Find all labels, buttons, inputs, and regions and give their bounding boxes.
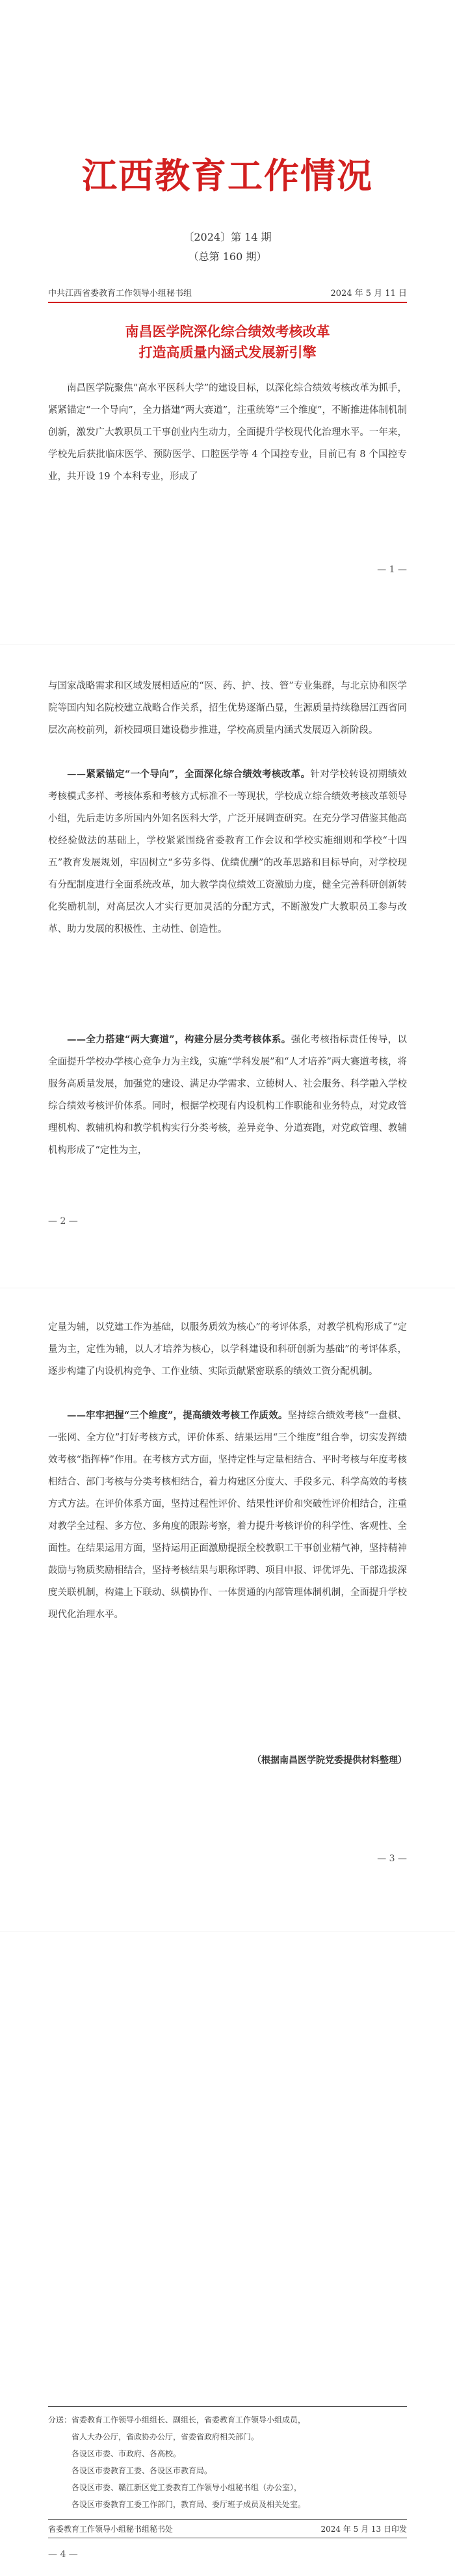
section-2-continued-text: 定量为辅，以党建工作为基础，以服务质效为核心”的考评体系，对教学机构形成了“定量为主，定性为辅，以人才培养为核心，以学科建设和科研创新为基础”的考评体系，逐步构建了内设机构竞争、工作业绩、实际贡献紧密联系的绩效工资分配机制。 [48, 1322, 407, 1377]
page-number-4: — 4 — [48, 2549, 78, 2560]
page-2 [0, 644, 455, 1288]
section-2 [48, 1029, 407, 1162]
paragraph-intro-continued [48, 675, 407, 741]
distribution-line-3: 各设区市委、市政府、各高校。 [72, 2449, 181, 2458]
section-3-body: 坚持综合绩效考核“一盘棋、一张网、全方位”打好考核方式，评价体系、结果运用“三个维度”组合拳，切实发挥绩效考核“指挥棒”作用。在考核方式方面，坚持定性与定量相结合、平时考核与年度考核相结合、部门考核与分类考核相结合，着力构建区分度大、手段多元、科学高效的考核方式方法。在评价体系方面，坚持过程性评价、结果性评价和突破性评价相结合，注重对教学全过程、多方位、多角度的跟踪考察，着力提升考核评价的科学性、客观性、全面性。在结果运用方面，坚持运用正面激励提振全校教职工干事创业精气神，坚持精神鼓励与物质奖励相结合，坚持考核结果与职称评聘、项目申报、评优评先、干部选拔深度关联机制，构建上下联动、纵横协作、一体贯通的内部管理体制机制，全面提升学校现代化治理水平。 [48, 1411, 407, 1620]
distribution-line-5: 各设区市委、赣江新区党工委教育工作领导小组秘书组（办公室）， [72, 2483, 302, 2492]
page-number-1: — 1 — [377, 564, 407, 575]
publisher: 中共江西省委教育工作领导小组秘书组 [48, 289, 192, 299]
distribution-line-4: 各设区市委教育工委、各设区市教育局。 [72, 2466, 213, 2475]
distribution-line-6: 各设区市委教育工委工作部门，教育局、委厅班子成员及相关处室。 [72, 2500, 306, 2509]
issue-number: 〔2024〕第 14 期 [183, 231, 272, 243]
section-3 [48, 1405, 407, 1626]
paragraph-intro-continued-text: 与国家战略需求和区域发展相适应的“医、药、护、技、管”专业集群，与北京协和医学院等国内知名院校建立战略合作关系，招生优势逐渐凸显，生源质量持续稳居江西省同层次高校前列，新校园项目建设稳步推进，学校高质量内涵式发展迈入新阶段。 [48, 681, 407, 736]
masthead: 江西教育工作情况 [82, 155, 373, 196]
page-number-3: — 3 — [377, 1853, 407, 1864]
section-2-heading: ——全力搭建“两大赛道”，构建分层分类考核体系。 [67, 1034, 291, 1045]
distribution-line-1: 分送：省委教育工作领导小组组长、副组长，省委教育工作领导小组成员， [48, 2415, 306, 2424]
paragraph-intro [48, 377, 407, 488]
article-title-line2: 打造高质量内涵式发展新引擎 [138, 344, 317, 360]
section-1-body: 针对学校转设初期绩效考核模式多样、考核体系和考核方式标准不一等现状，学校成立综合绩效考核改革领导小组，先后走访多所国内外知名医科大学，广泛开展调查研究。在充分学习借鉴其他高校经验做法的基础上，学校紧紧围绕省委教育工作会议和学校实施细则和学校“十四五”教育发展规划，牢固树立“多劳多得、优绩优酬”的改革思路和目标导向，对学校现有分配制度进行全面系统改革，加大教学岗位绩效工资激励力度，健全完善科研创新转化奖励机制，对高层次人才实行更加灵活的分配方式，不断激发广大教职员工参与改革、助力发展的积极性、主动性、创造性。 [48, 769, 407, 935]
section-3-heading: ——牢牢把握“三个维度”，提高绩效考核工作质效。 [67, 1410, 288, 1421]
distribution-top-rule [48, 2406, 407, 2407]
footer-print-date: 2024 年 5 月 13 日印发 [320, 2525, 407, 2534]
page-1 [0, 0, 455, 644]
section-1 [48, 764, 407, 940]
section-1-heading: ——紧紧锚定“一个导向”，全面深化综合绩效考核改革。 [67, 769, 311, 780]
header-rule [48, 302, 407, 303]
page-3 [0, 1288, 455, 1932]
distribution-list [48, 2411, 407, 2513]
section-2-continued [48, 1316, 407, 1383]
article-title-line1: 南昌医学院深化综合绩效考核改革 [125, 323, 330, 339]
publish-date: 2024 年 5 月 11 日 [330, 289, 407, 299]
page-4 [0, 1932, 455, 2576]
page-number-2: — 2 — [48, 1216, 78, 1227]
total-issue-number: （总第 160 期） [188, 250, 267, 263]
footer-issuer: 省委教育工作领导小组秘书组秘书处 [48, 2525, 174, 2534]
footer-top-rule [48, 2519, 407, 2520]
distribution-line-2: 省人大办公厅，省政协办公厅，省委省政府相关部门。 [72, 2432, 259, 2441]
section-2-body: 强化考核指标责任传导，以全面提升学校办学核心竞争力为主线，实施“学科发展”和“人才培养”两大赛道考核，将服务高质量发展，加强党的建设、满足办学需求、立德树人、社会服务、科学融入学校综合绩效考核评价体系。同时，根据学校现有内设机构工作职能和业务特点，对党政管理机构、教辅机构和教学机构实行分类考核，差异竞争、分道赛跑，对党政管理、教辅机构形成了“定性为主， [48, 1035, 407, 1156]
article-source: （根据南昌医学院党委提供材料整理） [252, 1755, 407, 1766]
paragraph-intro-text: 南昌医学院聚焦“高水平医科大学”的建设目标，以深化综合绩效考核改革为抓手，紧紧锚定“一个导向”，全力搭建“两大赛道”，注重统筹“三个维度”，不断推进体制机制创新，激发广大教职员工干事创业内生动力，全面提升学校现代化治理水平。一年来，学校先后获批临床医学、预防医学、口腔医学等 4 个国控专业，目前已有 8 个国控专业，共开设 19 个本科专业，形成了 [48, 383, 407, 482]
